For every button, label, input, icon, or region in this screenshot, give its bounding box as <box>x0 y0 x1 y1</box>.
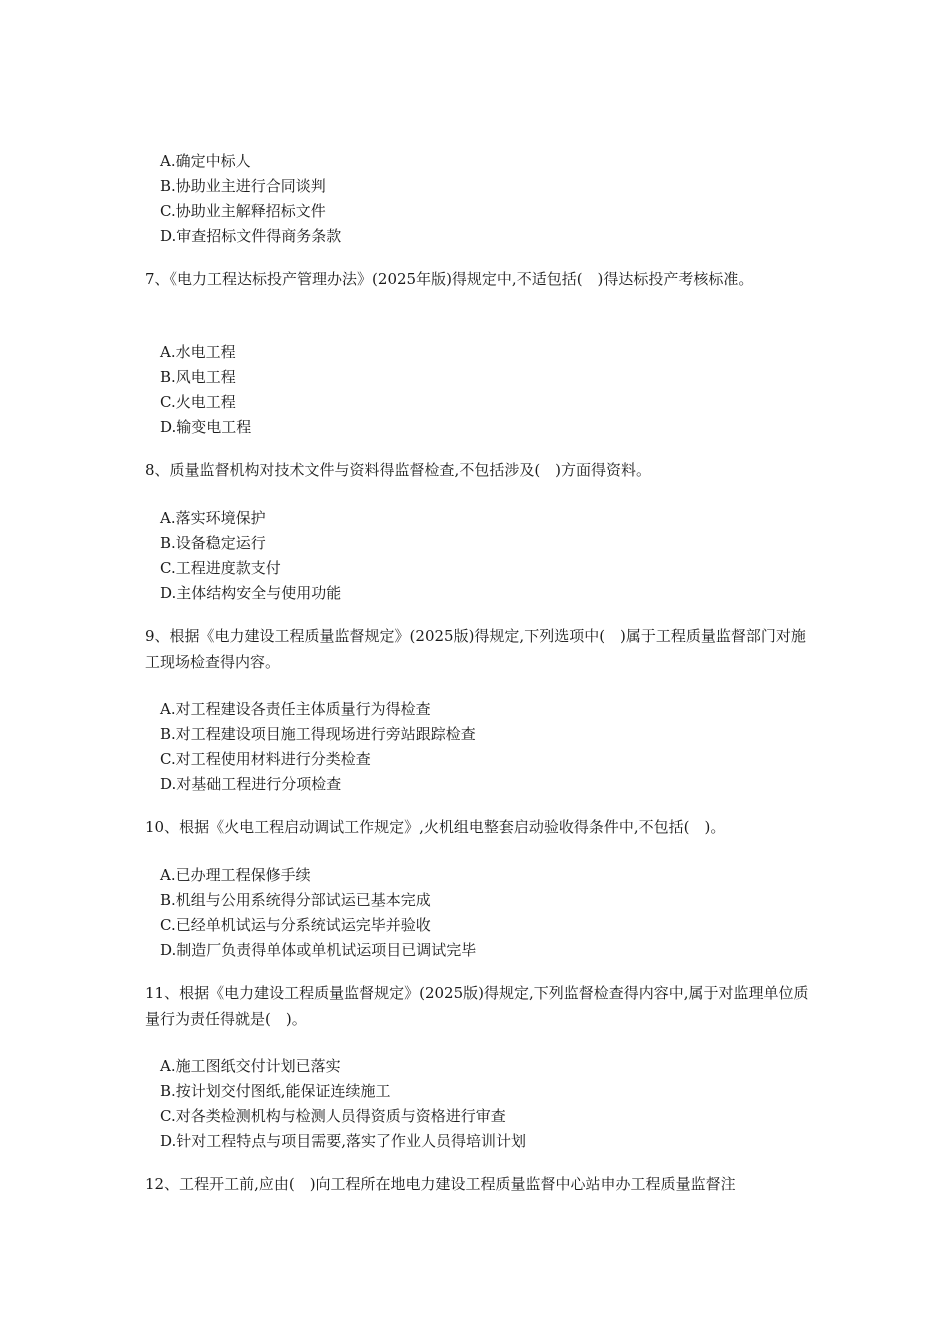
question-10: 10、根据《火电工程启动调试工作规定》,火机组电整套启动验收得条件中,不包括( )。 <box>145 818 726 836</box>
option-b: B.风电工程 <box>160 368 236 386</box>
option-a: A.水电工程 <box>160 343 236 361</box>
question-7: 7、《电力工程达标投产管理办法》(2025年版)得规定中,不适包括( )得达标投产考核标准。 <box>145 270 754 288</box>
question-8: 8、质量监督机构对技术文件与资料得监督检查,不包括涉及( )方面得资料。 <box>145 461 652 479</box>
option-list <box>160 506 341 606</box>
option-d: D.制造厂负责得单体或单机试运项目已调试完毕 <box>160 941 477 959</box>
option-list <box>160 697 476 797</box>
option-c: C.对工程使用材料进行分类检查 <box>160 750 371 768</box>
option-b: B.协助业主进行合同谈判 <box>160 177 326 195</box>
option-b: B.设备稳定运行 <box>160 534 266 552</box>
option-a: A.对工程建设各责任主体质量行为得检查 <box>160 700 431 718</box>
option-a: A.确定中标人 <box>160 152 251 170</box>
option-list <box>160 1054 526 1154</box>
option-c: C.协助业主解释招标文件 <box>160 202 326 220</box>
option-d: D.针对工程特点与项目需要,落实了作业人员得培训计划 <box>160 1132 527 1150</box>
option-a: A.施工图纸交付计划已落实 <box>160 1057 341 1075</box>
option-d: D.对基础工程进行分项检查 <box>160 775 342 793</box>
option-list <box>160 340 251 440</box>
option-list <box>160 863 476 963</box>
option-a: A.落实环境保护 <box>160 509 266 527</box>
option-c: C.已经单机试运与分系统试运完毕并验收 <box>160 916 431 934</box>
option-b: B.对工程建设项目施工得现场进行旁站跟踪检查 <box>160 725 476 743</box>
option-a: A.已办理工程保修手续 <box>160 866 311 884</box>
option-d: D.审查招标文件得商务条款 <box>160 227 342 245</box>
question-9: 9、根据《电力建设工程质量监督规定》(2025版)得规定,下列选项中( )属于工程质量监督部门对施工现场检查得内容。 <box>145 627 806 671</box>
option-b: B.机组与公用系统得分部试运已基本完成 <box>160 891 431 909</box>
option-c: C.火电工程 <box>160 393 236 411</box>
option-d: D.输变电工程 <box>160 418 252 436</box>
question-11: 11、根据《电力建设工程质量监督规定》(2025版)得规定,下列监督检查得内容中,属于对监理单位质量行为责任得就是( )。 <box>145 984 809 1028</box>
option-c: C.对各类检测机构与检测人员得资质与资格进行审查 <box>160 1107 506 1125</box>
option-c: C.工程进度款支付 <box>160 559 281 577</box>
option-list <box>160 149 341 249</box>
question-12: 12、工程开工前,应由( )向工程所在地电力建设工程质量监督中心站申办工程质量监督注 <box>145 1175 736 1193</box>
option-d: D.主体结构安全与使用功能 <box>160 584 342 602</box>
option-b: B.按计划交付图纸,能保证连续施工 <box>160 1082 391 1100</box>
